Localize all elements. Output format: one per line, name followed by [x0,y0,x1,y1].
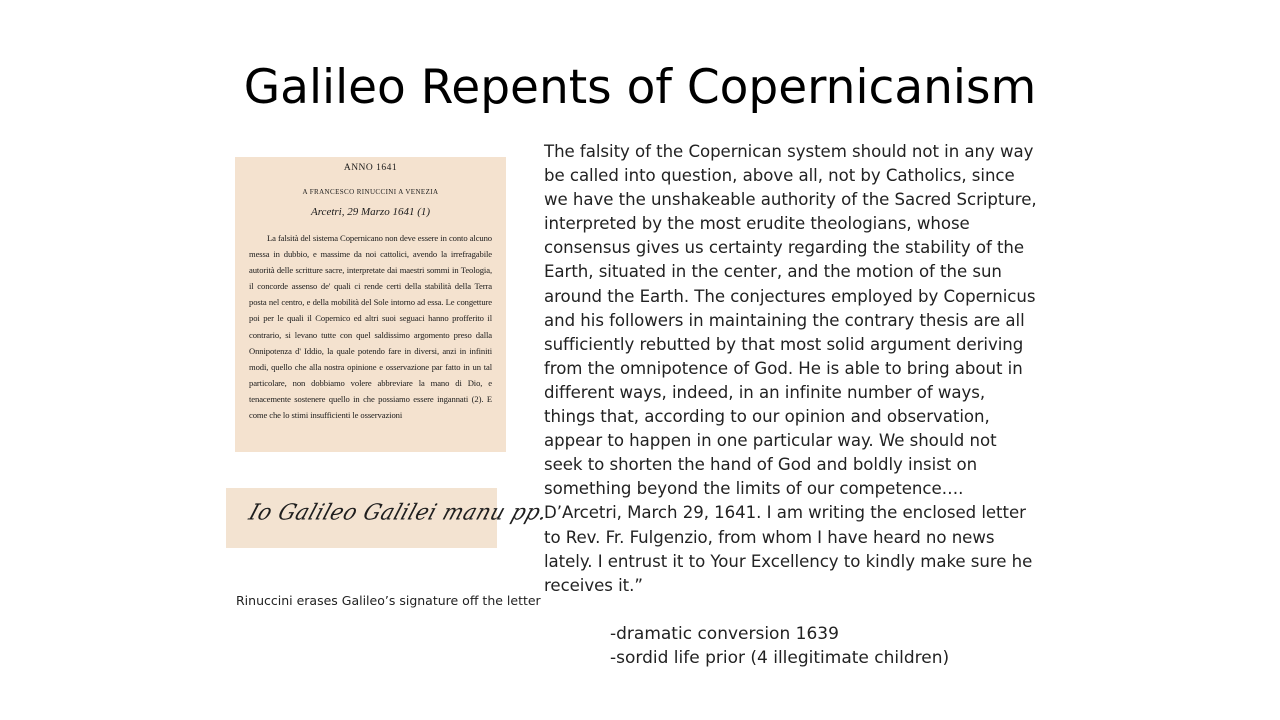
scan-heading: A FRANCESCO RINUCCINI A VENEZIA [302,188,439,196]
image-caption: Rinuccini erases Galileo’s signature off the letter [236,593,541,608]
quote-line: The falsity of the Copernican system should not in any way [544,142,1034,161]
quote-line: appear to happen in one particular way. We should not [544,431,997,451]
quote-line: something beyond the limits of our competence…. [544,479,964,499]
quote-line: lately. I entrust it to Your Excellency to kindly make sure he [544,551,1033,571]
quote-line: and his followers in maintaining the contrary thesis are all [544,310,1025,330]
quote-line: to Rev. Fr. Fulgenzio, from whom I have heard no news [544,527,995,547]
bullet-item: -dramatic conversion 1639 [610,624,839,644]
quote-line: receives it.” [544,575,643,595]
quote-text [544,140,1044,598]
scan-year: ANNO 1641 [343,163,398,173]
quote-line: we have the unshakeable authority of the Sacred Scripture, [544,190,1037,210]
quote-line: Earth, situated in the center, and the motion of the sun [544,262,1002,282]
quote-line: things that, according to our opinion and observation, [544,407,990,427]
quote-line: around the Earth. The conjectures employed by Copernicus [544,286,1036,306]
quote-line: seek to shorten the hand of God and boldly insist on [544,455,978,475]
quote-line: interpreted by the most erudite theologians, whose [544,214,970,234]
slide-title: Galileo Repents of Copernicanism [243,60,1037,115]
scan-body-text: La falsità del sistema Copernicano non deve essere in conto alcuno messa in dubbio, e massime da noi cattolici, avendo la irrefragabile autorità delle scritture sacre, interpretate dai maestri sommi in Teologia, il concorde assenso de' quali ci rende certi della stabilità della Terra posta nel centro, e della mobilità del Sole intorno ad essa. Le congetture poi per le quali il Copernico ed altri suoi seguaci hanno profferito il contrario, si levano tutte con quel saldissimo argomento preso dalla Onnipotenza d' Iddio, la quale potendo fare in diversi, anzi in infiniti modi, quello che alla nostra opinione e osservazione par fatto in un tal particolare, non dobbiamo volere abbreviare la mano di Dio, e tenacemente sostenere quello in che possiamo essere ingannati (2). E come che lo stimi insufficienti le osservazioni [249,233,492,421]
bullet-list [610,622,949,670]
quote-line: consensus gives us certainty regarding the stability of the [544,238,1025,258]
bullet-item: -sordid life prior (4 illegitimate children) [610,648,950,668]
signature-image [226,488,552,548]
letter-scan-image [235,157,506,452]
scan-dateline: Arcetri, 29 Marzo 1641 (1) [310,206,431,218]
quote-line: be called into question, above all, not by Catholics, since [544,166,1015,186]
quote-line: different ways, indeed, in an infinite number of ways, [544,382,986,402]
signature-handwriting: Io Galileo Galilei manu pp. [245,499,552,525]
quote-line: from the omnipotence of God. He is able to bring about in [544,358,1023,378]
quote-line: D’Arcetri, March 29, 1641. I am writing the enclosed letter [544,503,1026,523]
quote-line: sufficiently rebutted by that most solid argument deriving [544,334,1024,354]
